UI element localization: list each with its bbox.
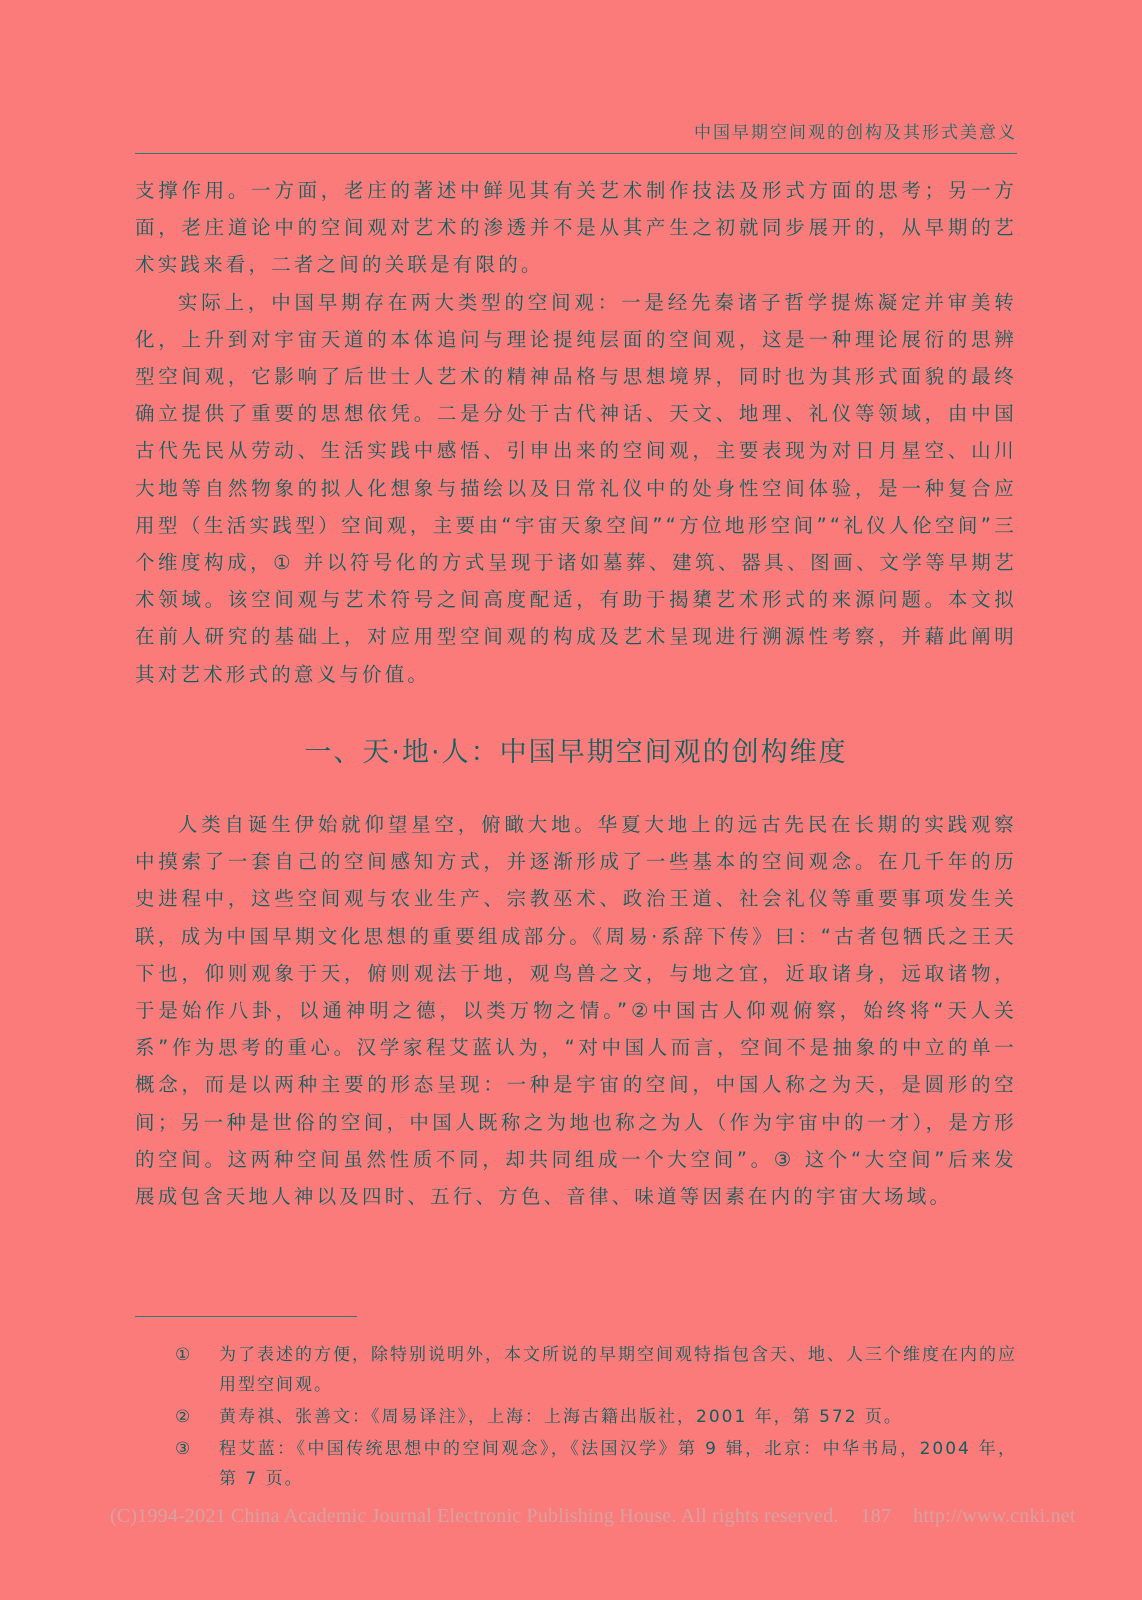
footnote-text: 黄寿祺、张善文：《周易译注》，上海：上海古籍出版社，2001 年，第 572 页。: [219, 1407, 903, 1427]
copyright-text: (C)1994-2021 China Academic Journal Electronic Publishing House. All rights reserved.: [110, 1505, 839, 1527]
running-head: 中国早期空间观的创构及其形式美意义: [694, 123, 1017, 143]
section-heading: 一、天·地·人：中国早期空间观的创构维度: [304, 737, 848, 768]
section-body: [135, 806, 1017, 1215]
footnote-text: 为了表述的方便，除特别说明外，本文所说的早期空间观特指包含天、地、人三个维度在内的应用型空间观。: [219, 1345, 1017, 1395]
page-number: 187: [860, 1505, 892, 1527]
footnote-marker: ③: [175, 1439, 193, 1459]
footnote: [135, 1402, 1017, 1432]
footnote-text: 程艾蓝：《中国传统思想中的空间观念》，《法国汉学》第 9 辑，北京：中华书局，2004 年，第 7 页。: [219, 1439, 1017, 1489]
intro-body: [135, 172, 1017, 693]
footnotes: [135, 1340, 1017, 1496]
header-rule: [135, 153, 1017, 154]
footnote-rule: [135, 1316, 357, 1317]
footnote-marker: ②: [175, 1407, 193, 1427]
copyright-footer: [110, 1505, 1100, 1528]
paragraph: 人类自诞生伊始就仰望星空，俯瞰大地。华夏大地上的远古先民在长期的实践观察中摸索了一套自己的空间感知方式，并逐渐形成了一些基本的空间观念。在几千年的历史进程中，这些空间观与农业生产、宗教巫术、政治王道、社会礼仪等重要事项发生关联，成为中国早期文化思想的重要组成部分。《周易·系辞下传》曰：“古者包牺氏之王天下也，仰则观象于天，俯则观法于地，观鸟兽之文，与地之宜，近取诸身，远取诸物，于是始作八卦，以通神明之德，以类万物之情。”②中国古人仰观俯察，始终将“天人关系”作为思考的重心。汉学家程艾蓝认为，“对中国人而言，空间不是抽象的中立的单一概念，而是以两种主要的形态呈现：一种是宇宙的空间，中国人称之为天，是圆形的空间；另一种是世俗的空间，中国人既称之为地也称之为人（作为宇宙中的一才），是方形的空间。这两种空间虽然性质不同，却共同组成一个大空间”。③ 这个“大空间”后来发展成包含天地人神以及四时、五行、方色、音律、味道等因素在内的宇宙大场域。: [135, 813, 1017, 1209]
paragraph: 实际上，中国早期存在两大类型的空间观：一是经先秦诸子哲学提炼凝定并审美转化，上升到对宇宙天道的本体追问与理论提纯层面的空间观，这是一种理论展衍的思辨型空间观，它影响了后世士人艺术的精神品格与思想境界，同时也为其形式面貌的最终确立提供了重要的思想依凭。二是分处于古代神话、天文、地理、礼仪等领域，由中国古代先民从劳动、生活实践中感悟、引申出来的空间观，主要表现为对日月星空、山川大地等自然物象的拟人化想象与描绘以及日常礼仪中的处身性空间体验，是一种复合应用型（生活实践型）空间观，主要由“宇宙天象空间”“方位地形空间”“礼仪人伦空间”三个维度构成，① 并以符号化的方式呈现于诸如墓葬、建筑、器具、图画、文学等早期艺术领域。该空间观与艺术符号之间高度配适，有助于揭橥艺术形式的来源问题。本文拟在前人研究的基础上，对应用型空间观的构成及艺术呈现进行溯源性考察，并藉此阐明其对艺术形式的意义与价值。: [135, 290, 1017, 686]
footnote: [135, 1434, 1017, 1494]
footnote-marker: ①: [175, 1345, 193, 1365]
footnote: [135, 1340, 1017, 1400]
paragraph-continued: 支撑作用。一方面，老庄的著述中鲜见其有关艺术制作技法及形式方面的思考；另一方面，老庄道论中的空间观对艺术的渗透并不是从其产生之初就同步展开的，从早期的艺术实践来看，二者之间的关联是有限的。: [135, 179, 1017, 277]
source-url[interactable]: http://www.cnki.net: [913, 1505, 1076, 1527]
